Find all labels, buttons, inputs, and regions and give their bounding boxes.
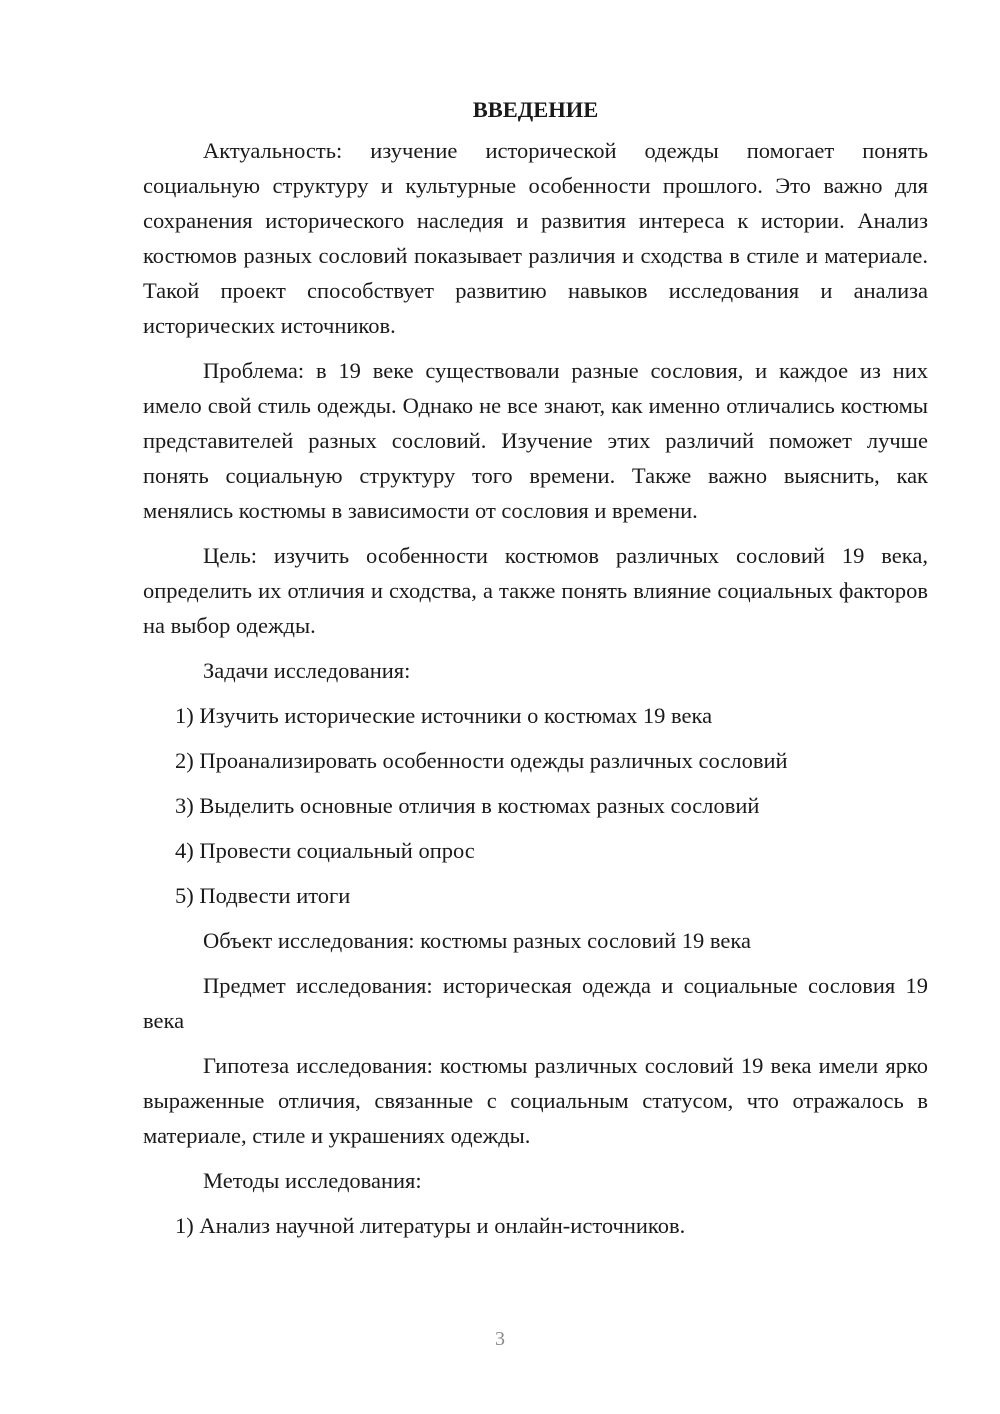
tasks-heading: Задачи исследования: — [203, 658, 411, 683]
methods-list — [143, 1208, 928, 1243]
relevance-paragraph: Актуальность: изучение исторической одежды помогает понять социальную структуру и культурные особенности прошлого. Это важно для сохранения исторического наследия и развития интереса к истории. Анализ костюмов разных сословий показывает различия и сходства в стиле и материале. Такой проект способствует развитию навыков исследования и анализа исторических источников. — [143, 138, 928, 338]
list-item: 5) Подвести итоги — [175, 883, 351, 908]
goal-paragraph: Цель: изучить особенности костюмов различных сословий 19 века, определить их отличия и сходства, а также понять влияние социальных факторов на выбор одежды. — [143, 543, 928, 638]
section-title: ВВЕДЕНИЕ — [472, 97, 599, 122]
tasks-list — [143, 698, 928, 913]
hypothesis-paragraph: Гипотеза исследования: костюмы различных сословий 19 века имели ярко выраженные отличия, связанные с социальным статусом, что отражалось в материале, стиле и украшениях одежды. — [143, 1053, 928, 1148]
page-number: 3 — [495, 1328, 505, 1350]
list-item: 1) Изучить исторические источники о костюмах 19 века — [175, 703, 713, 728]
list-item: 1) Анализ научной литературы и онлайн-источников. — [175, 1213, 686, 1238]
list-item: 3) Выделить основные отличия в костюмах разных сословий — [175, 793, 760, 818]
problem-paragraph: Проблема: в 19 веке существовали разные сословия, и каждое из них имело свой стиль одежды. Однако не все знают, как именно отличались костюмы представителей разных сословий. Изучение этих различий поможет лучше понять социальную структуру того времени. Также важно выяснить, как менялись костюмы в зависимости от сословия и времени. — [143, 358, 928, 523]
subject-paragraph: Предмет исследования: историческая одежда и социальные сословия 19 века — [143, 973, 928, 1033]
list-item: 4) Провести социальный опрос — [175, 838, 475, 863]
methods-heading: Методы исследования: — [203, 1168, 422, 1193]
object-paragraph: Объект исследования: костюмы разных сословий 19 века — [203, 928, 751, 953]
list-item: 2) Проанализировать особенности одежды различных сословий — [175, 748, 788, 773]
document-page — [143, 92, 928, 1253]
